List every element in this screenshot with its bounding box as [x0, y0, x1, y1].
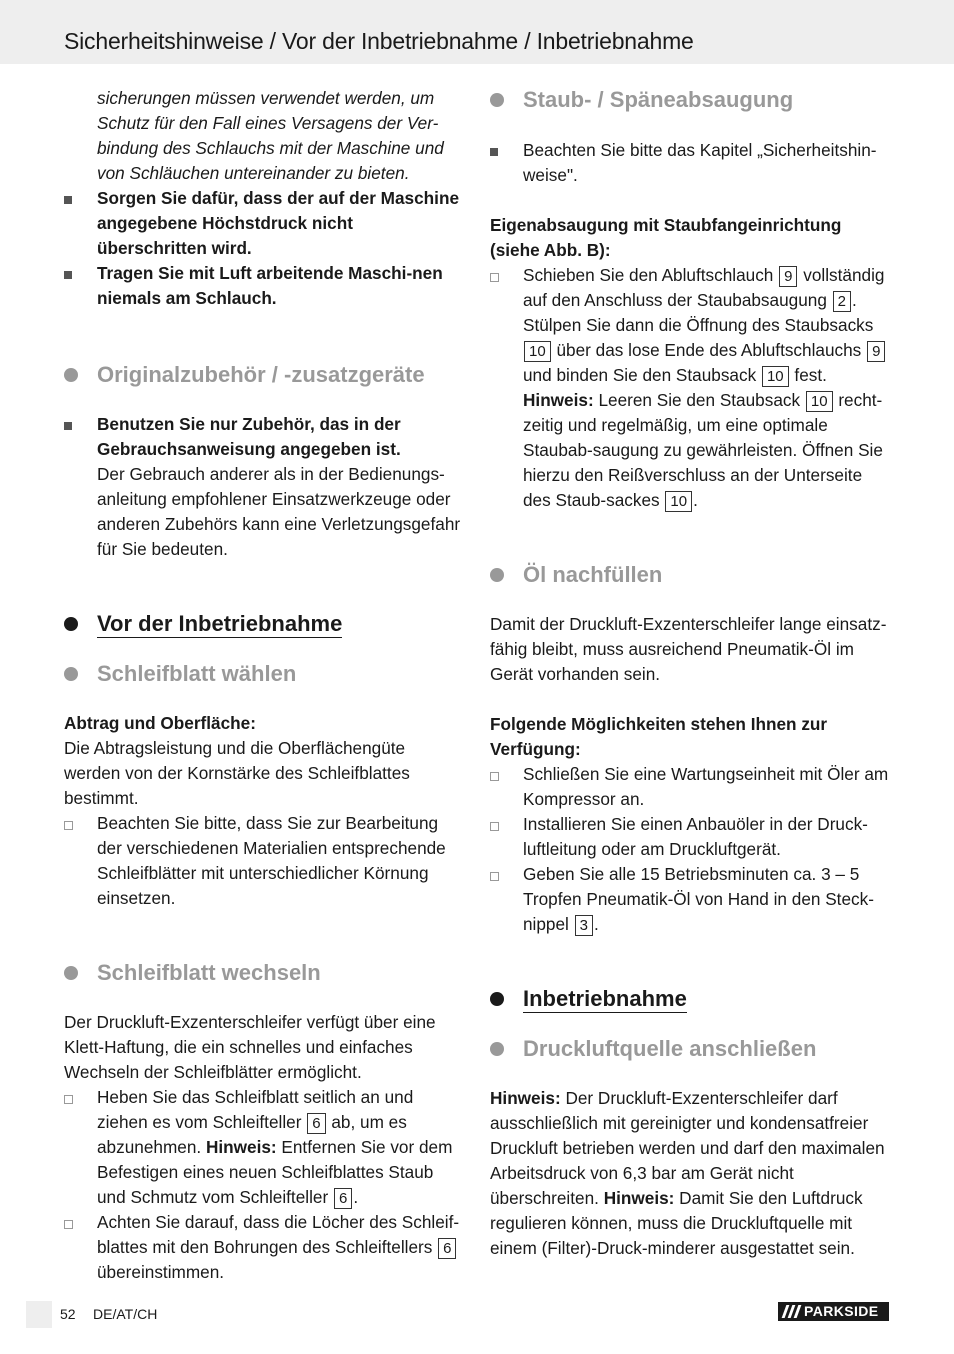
- part-reference: 10: [762, 366, 789, 387]
- section-heading: Schleifblatt wählen: [64, 660, 464, 688]
- bullet-square-icon: [490, 138, 504, 163]
- subheading: Abtrag und Oberfläche:: [64, 713, 256, 733]
- bullet-circle-icon: [490, 992, 504, 1006]
- list-item: Tragen Sie mit Luft arbeitende Maschi-nen niemals am Schlauch.: [64, 261, 464, 311]
- list-item: Sorgen Sie dafür, dass der auf der Maschine angegebene Höchstdruck nicht überschritten wird.: [64, 186, 464, 261]
- page-title: Sicherheitshinweise / Vor der Inbetriebnahme / Inbetriebnahme: [64, 28, 694, 54]
- region-code: DE/AT/CH: [93, 1306, 158, 1322]
- subheading: Folgende Möglichkeiten stehen Ihnen zur Verfügung:: [490, 714, 828, 759]
- paragraph: Die Abtragsleistung und die Oberflächengüte werden von der Kornstärke des Schleifblattes bestimmt.: [64, 738, 410, 808]
- paragraph: Der Gebrauch anderer als in der Bedienungs-anleitung empfohlener Einsatzwerkzeuge oder anderen Zubehörs kann eine Verletzungsgefahr für Sie bedeuten.: [97, 464, 461, 559]
- checkbox-square-icon: [64, 1085, 78, 1110]
- checkbox-square-icon: [64, 811, 78, 836]
- bullet-circle-icon: [64, 617, 78, 631]
- logo-stripes-icon: [778, 1302, 804, 1321]
- checkbox-square-icon: [490, 263, 504, 288]
- part-reference: 6: [307, 1113, 325, 1134]
- intro-text: sicherungen müssen verwendet werden, um Schutz für den Fall eines Versagens der Ver-bindung des Schlauchs mit der Maschine und von Schläuchen untereinander zu bieten.: [97, 88, 444, 183]
- list-item: Heben Sie das Schleifblatt seitlich an und ziehen es vom Schleifteller 6 ab, um es abzunehmen. Hinweis: Entfernen Sie vor dem Befestigen eines neuen Schleifblattes Staub und Schmutz vom Schleifteller 6 .: [64, 1085, 464, 1210]
- bullet-square-icon: [64, 412, 78, 437]
- right-column: [490, 86, 890, 1261]
- part-reference: 10: [524, 341, 551, 362]
- checkbox-square-icon: [490, 812, 504, 837]
- checkbox-square-icon: [64, 1210, 78, 1235]
- list-item: Schieben Sie den Abluftschlauch 9 vollständig auf den Anschluss der Staubabsaugung 2 . Stülpen Sie dann die Öffnung des Staubsacks 10 über das lose Ende des Abluftschlauchs 9 und binden Sie den Staubsack 10 fest. Hinweis: Leeren Sie den Staubsack 10 recht-zeitig und regelmäßig, um eine optimale Staubab-saugung zu gewährleisten. Öffnen Sie hierzu den Reißverschluss an der Unterseite des Staub-sackes 10 .: [490, 263, 890, 513]
- list-item: Benutzen Sie nur Zubehör, das in der Gebrauchsanweisung angegeben ist.: [64, 412, 464, 462]
- subheading: Eigenabsaugung mit Staubfangeinrichtung (siehe Abb. B):: [490, 215, 842, 260]
- section-heading: Originalzubehör / -zusatzgeräte: [64, 361, 464, 389]
- bullet-circle-icon: [64, 667, 78, 681]
- paragraph: Hinweis: Der Druckluft-Exzenterschleifer darf ausschließlich mit gereinigter und kondensatfreier Druckluft betrieben werden und darf den maximalen Arbeitsdruck von 6,3 bar am Gerät nicht überschreiten. Hinweis: Damit Sie den Luftdruck regulieren können, muss die Druckluftquelle mit einem (Filter)-Druck-minderer ausgestattet sein.: [490, 1088, 885, 1258]
- parkside-logo: PARKSIDE: [778, 1302, 889, 1321]
- bullet-circle-icon: [490, 1042, 504, 1056]
- part-reference: 10: [806, 391, 833, 412]
- section-heading: Druckluftquelle anschließen: [490, 1035, 890, 1063]
- bullet-circle-icon: [490, 568, 504, 582]
- checkbox-square-icon: [490, 762, 504, 787]
- list-item: Beachten Sie bitte das Kapitel „Sicherheitshin-weise".: [490, 138, 890, 188]
- part-reference: 6: [334, 1188, 352, 1209]
- list-item: Schließen Sie eine Wartungseinheit mit Öler am Kompressor an.: [490, 762, 890, 812]
- part-reference: 9: [867, 341, 885, 362]
- section-heading: Schleifblatt wechseln: [64, 959, 464, 987]
- part-reference: 6: [438, 1238, 456, 1259]
- bullet-square-icon: [64, 186, 78, 211]
- part-reference: 2: [833, 291, 851, 312]
- bullet-square-icon: [64, 261, 78, 286]
- section-heading: Staub- / Späneabsaugung: [490, 86, 890, 114]
- list-item: Installieren Sie einen Anbauöler in der Druck-luftleitung oder am Druckluftgerät.: [490, 812, 890, 862]
- page-number: 52: [60, 1306, 76, 1322]
- part-reference: 9: [779, 266, 797, 287]
- list-item: Beachten Sie bitte, dass Sie zur Bearbeitung der verschiedenen Materialien entsprechende Schleifblätter mit unterschiedlicher Körnung einsetzen.: [64, 811, 464, 911]
- list-item: Geben Sie alle 15 Betriebsminuten ca. 3 – 5 Tropfen Pneumatik-Öl von Hand in den Steck-nippel 3 .: [490, 862, 890, 937]
- bullet-circle-icon: [64, 368, 78, 382]
- bullet-circle-icon: [490, 93, 504, 107]
- paragraph: Damit der Druckluft-Exzenterschleifer lange einsatz-fähig bleibt, muss ausreichend Pneumatik-Öl im Gerät vorhanden sein.: [490, 614, 887, 684]
- bullet-circle-icon: [64, 966, 78, 980]
- part-reference: 3: [575, 915, 593, 936]
- left-column: [64, 86, 464, 1285]
- chapter-heading: Inbetriebnahme: [490, 985, 890, 1013]
- footer-marker: [26, 1301, 52, 1328]
- section-heading: Öl nachfüllen: [490, 561, 890, 589]
- paragraph: Der Druckluft-Exzenterschleifer verfügt über eine Klett-Haftung, die ein schnelles und einfaches Wechseln der Schleifblätter ermöglicht.: [64, 1012, 436, 1082]
- part-reference: 10: [665, 491, 692, 512]
- checkbox-square-icon: [490, 862, 504, 887]
- list-item: Achten Sie darauf, dass die Löcher des Schleif-blattes mit den Bohrungen des Schleiftellers 6 übereinstimmen.: [64, 1210, 464, 1285]
- page-header: [0, 0, 954, 64]
- chapter-heading: Vor der Inbetriebnahme: [64, 610, 464, 638]
